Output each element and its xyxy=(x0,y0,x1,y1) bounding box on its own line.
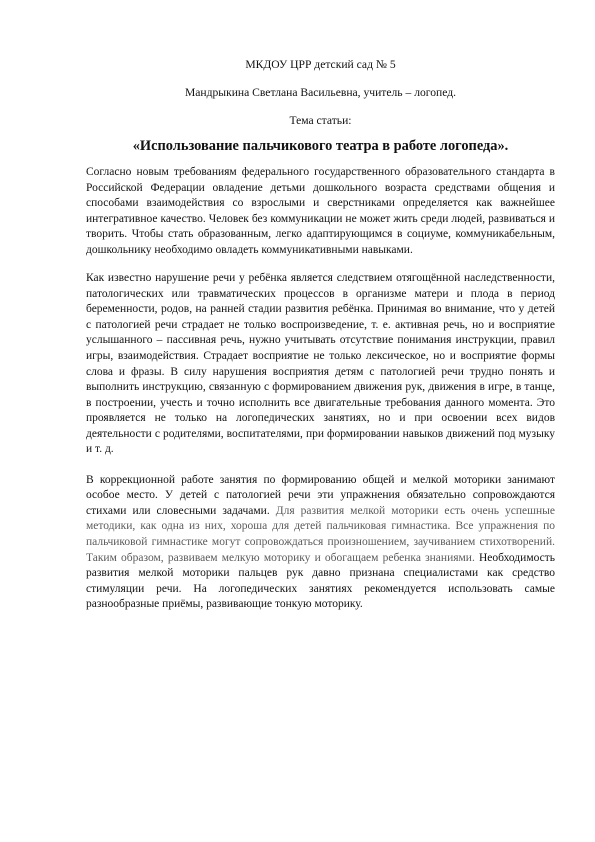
article-title: «Использование пальчикового театра в работе логопеда». xyxy=(132,138,509,154)
paragraph-3 xyxy=(86,473,555,613)
topic-label: Тема статьи: xyxy=(289,114,352,127)
paragraph-3-part-3: Необходимость развития мелкой моторики пальцев рук давно признана специалистами как средство стимуляции речи. На логопедических занятиях рекомендуется использовать самые разнообразные приёмы, развивающие тонкую моторику. xyxy=(86,551,556,611)
paragraph-1: Согласно новым требованиям федерального государственного образовательного стандарта в Российской Федерации овладение детьми дошкольного возраста средствами общения и способами взаимодействия со взрослыми и сверстниками определяется как важнейшее интегративное качество. Человек без коммуникации не может жить среди людей, развиваться и творить. Чтобы стать образованным, легко адаптирующимся в социуме, коммуникабельным, дошкольнику необходимо овладеть коммуникативными навыками. xyxy=(86,166,555,256)
paragraph-2: Как известно нарушение речи у ребёнка является следствием отягощённой наследственности, патологических или травматических процессов в организме матери и плода в период беременности, родов, на ранней стадии развития ребёнка. Принимая во внимание, что у детей с патологией речи страдает не только воспроизведение, т. е. активная речь, но и восприятие услышанного – пассивная речь, нужно учитывать отсутствие понимания инструкции, правил игры, взаимодействия. Страдает восприятие не только лексическое, но и восприятие формы слова и фразы. В силу нарушения восприятия детям с патологией речи трудно понять и выполнить инструкцию, связанную с формированием движения рук, движения в игре, в танце, в построении, учесть и точно исполнить все двигательные требования данного момента. Это проявляется не только на логопедических занятиях, но и при освоении всех видов деятельности с родителями, воспитателями, при формировании навыков движений под музыку и т. д. xyxy=(86,272,555,456)
author-line: Мандрыкина Светлана Васильевна, учитель – логопед. xyxy=(184,86,457,99)
organization-line: МКДОУ ЦРР детский сад № 5 xyxy=(245,58,396,71)
paragraph-3-part-2: Для развития мелкой моторики есть очень успешные методики, как одна из них, хороша для детей пальчиковая гимнастика. Все упражнения по пальчиковой гимнастике могут сопровождаться произношением, заучиванием стихотворений. Таким образом, развиваем мелкую моторику и обогащаем ребенка знаниями. xyxy=(86,504,555,564)
paragraph-3-part-1: В коррекционной работе занятия по формированию общей и мелкой моторики занимают особое место. У детей с патологией речи эти упражнения обязательно сопровождаются стихами или словесными задачами. xyxy=(86,473,555,517)
